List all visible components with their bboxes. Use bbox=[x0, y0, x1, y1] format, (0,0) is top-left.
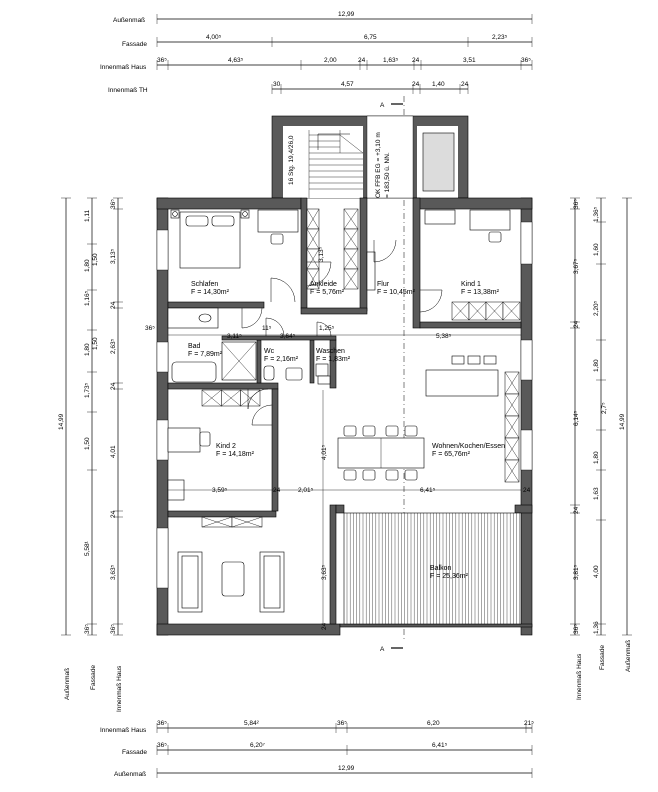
dim-value: 24 bbox=[358, 57, 366, 64]
room-name: Wc bbox=[264, 348, 275, 355]
svg-text:4,00: 4,00 bbox=[593, 565, 600, 578]
room-name: Waschen bbox=[316, 348, 345, 355]
svg-text:6,20: 6,20 bbox=[427, 720, 440, 727]
svg-text:24: 24 bbox=[110, 510, 117, 518]
dim-value: 24 bbox=[412, 57, 420, 64]
room-name: Ankleide bbox=[310, 281, 337, 288]
room-area: F = 7,89m² bbox=[188, 351, 223, 358]
room-name: Kind 1 bbox=[461, 281, 481, 288]
svg-text:1,63: 1,63 bbox=[593, 487, 600, 500]
svg-text:24: 24 bbox=[321, 622, 328, 630]
svg-text:2,01⁵: 2,01⁵ bbox=[298, 487, 314, 494]
svg-text:6,14⁵: 6,14⁵ bbox=[573, 410, 580, 426]
svg-text:3,63⁵: 3,63⁵ bbox=[321, 564, 328, 580]
dim-row-label: Außenmaß bbox=[114, 771, 147, 778]
staircase-block bbox=[272, 116, 468, 198]
stair-label: 16 Stg. 19,4/26,0 bbox=[288, 135, 295, 185]
svg-text:1,50: 1,50 bbox=[92, 253, 99, 266]
dim-value: 24 bbox=[461, 81, 469, 88]
dim-row-label: Innenmaß TH bbox=[108, 87, 148, 94]
dim-col-label: Innenmaß Haus bbox=[576, 653, 583, 700]
svg-text:4,01: 4,01 bbox=[110, 445, 117, 458]
room-name: Kind 2 bbox=[216, 443, 236, 450]
svg-text:36⁵: 36⁵ bbox=[573, 199, 580, 209]
dim-value: 36⁵ bbox=[157, 57, 167, 64]
svg-text:1,11: 1,11 bbox=[84, 209, 91, 222]
svg-text:24: 24 bbox=[110, 301, 117, 309]
dim-value: 6,75 bbox=[364, 34, 377, 41]
room-name: Wohnen/Kochen/Essen bbox=[432, 443, 506, 450]
top-dimension-rows bbox=[100, 11, 532, 94]
dim-row-label: Außenmaß bbox=[113, 17, 146, 24]
dim-value: 24 bbox=[412, 81, 420, 88]
dim-value: 3,51 bbox=[463, 57, 476, 64]
svg-text:3,67⁵: 3,67⁵ bbox=[573, 258, 580, 274]
room-area: F = 14,18m² bbox=[216, 451, 254, 458]
room-name: Schlafen bbox=[191, 281, 219, 288]
svg-text:3,13⁵: 3,13⁵ bbox=[318, 246, 325, 262]
room-area: F = 14,30m² bbox=[191, 289, 229, 296]
dim-value: 4,63⁵ bbox=[228, 57, 244, 64]
svg-text:1,80: 1,80 bbox=[593, 451, 600, 464]
svg-text:36⁵: 36⁵ bbox=[145, 325, 155, 332]
svg-text:3,81⁵: 3,81⁵ bbox=[573, 564, 580, 580]
svg-text:36⁵: 36⁵ bbox=[84, 624, 91, 634]
svg-text:1,60: 1,60 bbox=[593, 243, 600, 256]
svg-text:14,99: 14,99 bbox=[619, 413, 626, 430]
svg-text:1,36⁵: 1,36⁵ bbox=[593, 206, 600, 222]
level-note-line2: = 183,50 ü. NN. bbox=[384, 152, 391, 198]
dim-value: 12,99 bbox=[338, 11, 355, 18]
svg-text:1,50: 1,50 bbox=[84, 437, 91, 450]
svg-text:1,36: 1,36 bbox=[593, 621, 600, 634]
svg-text:24: 24 bbox=[273, 487, 281, 494]
svg-text:3,59⁵: 3,59⁵ bbox=[212, 487, 228, 494]
svg-text:3,13⁵: 3,13⁵ bbox=[110, 248, 117, 264]
dim-value: 30 bbox=[273, 81, 281, 88]
dim-row-label: Fassade bbox=[122, 749, 147, 756]
svg-text:4,01⁵: 4,01⁵ bbox=[321, 444, 328, 460]
svg-text:24: 24 bbox=[110, 382, 117, 390]
svg-text:6,41⁵: 6,41⁵ bbox=[420, 487, 436, 494]
svg-text:12,99: 12,99 bbox=[338, 765, 355, 772]
dim-col-label: Fassade bbox=[90, 665, 97, 690]
room-area: F = 1,83m² bbox=[316, 356, 351, 363]
dim-value: 4,00⁵ bbox=[206, 34, 222, 41]
right-dimension-columns bbox=[570, 198, 632, 700]
dim-col-label: Innenmaß Haus bbox=[116, 665, 123, 712]
dim-row-label: Innenmaß Haus bbox=[100, 64, 147, 71]
dim-col-label: Außenmaß bbox=[64, 667, 71, 700]
dim-value: 36⁵ bbox=[521, 57, 531, 64]
svg-text:21⁵: 21⁵ bbox=[524, 720, 534, 727]
svg-text:6,20⁷: 6,20⁷ bbox=[250, 742, 266, 749]
svg-text:5,58¹: 5,58¹ bbox=[84, 541, 91, 556]
svg-text:1,80: 1,80 bbox=[593, 359, 600, 372]
svg-text:3,11⁵: 3,11⁵ bbox=[227, 333, 242, 340]
svg-text:5,84²: 5,84² bbox=[244, 720, 259, 727]
svg-text:1,25⁵: 1,25⁵ bbox=[319, 325, 335, 332]
svg-text:A: A bbox=[380, 646, 385, 653]
dim-value: 2,23⁵ bbox=[492, 34, 508, 41]
svg-text:36⁵: 36⁵ bbox=[337, 720, 347, 727]
dim-col-label: Fassade bbox=[599, 645, 606, 670]
svg-text:2,63⁵: 2,63⁵ bbox=[110, 338, 117, 354]
room-area: F = 13,38m² bbox=[461, 289, 499, 296]
room-name: Bad bbox=[188, 343, 201, 350]
svg-text:6,41⁵: 6,41⁵ bbox=[432, 742, 448, 749]
svg-text:5,38⁵: 5,38⁵ bbox=[436, 333, 452, 340]
room-area: F = 2,16m² bbox=[264, 356, 299, 363]
dim-value: 1,40 bbox=[432, 81, 445, 88]
room-area: F = 5,76m² bbox=[310, 289, 345, 296]
svg-text:A: A bbox=[380, 102, 385, 109]
svg-text:36⁵: 36⁵ bbox=[573, 624, 580, 634]
dim-col-label: Außenmaß bbox=[625, 639, 632, 672]
svg-text:2,20⁵: 2,20⁵ bbox=[593, 300, 600, 316]
svg-text:24: 24 bbox=[573, 506, 580, 514]
dim-value: 1,63⁵ bbox=[383, 57, 399, 64]
svg-text:36⁵: 36⁵ bbox=[157, 720, 167, 727]
room-name: Balkon bbox=[430, 565, 452, 572]
left-dimension-columns bbox=[58, 198, 123, 712]
svg-text:1,16⁵: 1,16⁵ bbox=[84, 290, 91, 306]
svg-text:3,64⁵: 3,64⁵ bbox=[280, 333, 296, 340]
svg-text:14,99: 14,99 bbox=[58, 413, 65, 430]
room-area: F = 65,76m² bbox=[432, 451, 470, 458]
svg-text:24: 24 bbox=[573, 320, 580, 328]
svg-text:1,80: 1,80 bbox=[84, 259, 91, 272]
svg-text:1,50: 1,50 bbox=[92, 337, 99, 350]
level-note-line1: OK FFB EG = +3,10 m bbox=[375, 132, 382, 198]
svg-text:24: 24 bbox=[523, 487, 531, 494]
room-name: Flur bbox=[377, 281, 390, 288]
svg-text:36⁵: 36⁵ bbox=[110, 624, 117, 634]
svg-text:3,63⁵: 3,63⁵ bbox=[110, 564, 117, 580]
svg-text:11⁵: 11⁵ bbox=[262, 325, 272, 332]
svg-text:36⁵: 36⁵ bbox=[110, 199, 117, 209]
bottom-dimension-rows bbox=[100, 720, 534, 778]
dim-value: 4,57 bbox=[341, 81, 354, 88]
room-area: F = 25,36m² bbox=[430, 573, 468, 580]
svg-text:1,73⁵: 1,73⁵ bbox=[84, 382, 91, 398]
dim-value: 2,00 bbox=[324, 57, 337, 64]
svg-text:36⁵: 36⁵ bbox=[157, 742, 167, 749]
svg-text:2,7⁵: 2,7⁵ bbox=[601, 402, 608, 414]
dim-row-label: Fassade bbox=[122, 41, 147, 48]
section-mark-bottom bbox=[380, 646, 403, 653]
room-area: F = 10,45m² bbox=[377, 289, 415, 296]
dim-row-label: Innenmaß Haus bbox=[100, 727, 147, 734]
svg-text:1,80: 1,80 bbox=[84, 343, 91, 356]
